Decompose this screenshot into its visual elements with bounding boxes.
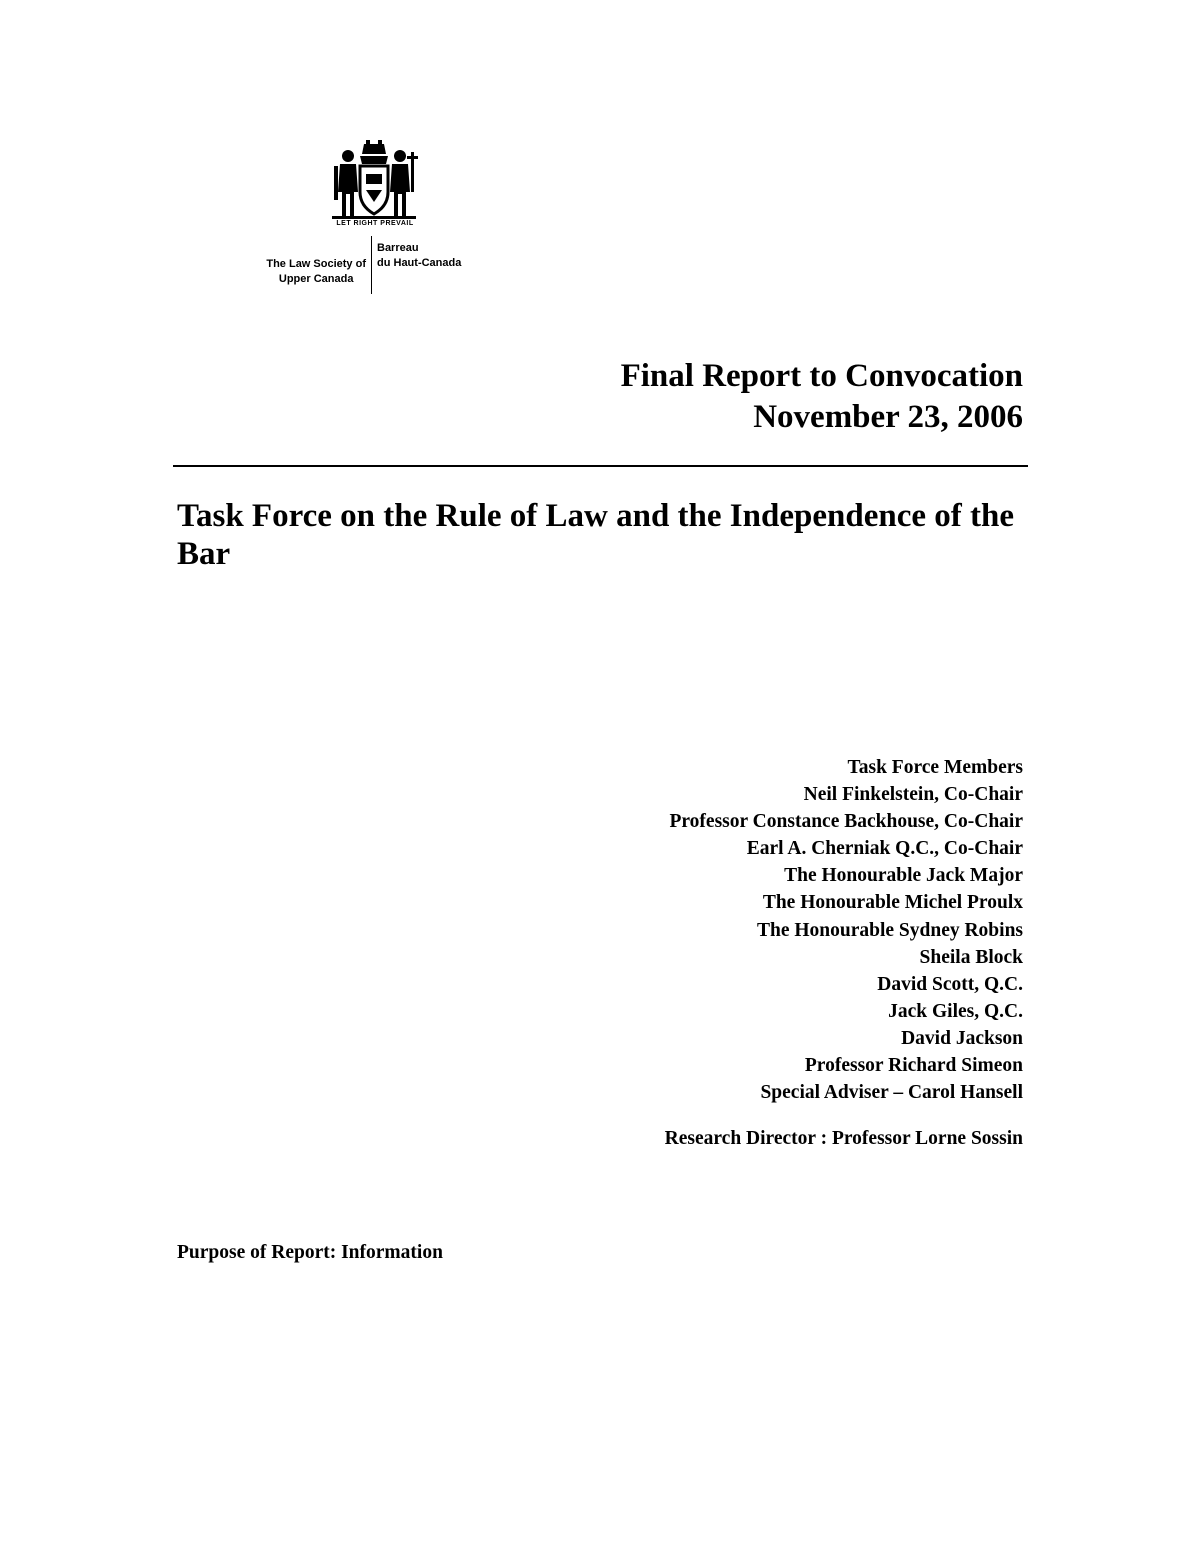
member-name: Professor Richard Simeon: [804, 1055, 1023, 1077]
report-heading: [621, 356, 1023, 438]
member-name: Earl A. Cherniak Q.C., Co-Chair: [746, 838, 1023, 860]
member-name: The Honourable Michel Proulx: [762, 892, 1023, 914]
report-purpose: Purpose of Report: Information: [177, 1242, 443, 1263]
member-name: The Honourable Jack Major: [784, 865, 1023, 887]
member-name: Jack Giles, Q.C.: [888, 1000, 1023, 1022]
logo-french-line: du Haut-Canada: [377, 257, 462, 269]
member-name: David Jackson: [901, 1027, 1023, 1049]
member-name: Professor Constance Backhouse, Co-Chair: [669, 811, 1023, 833]
members-list: [669, 754, 1023, 1106]
logo-french-line: Barreau: [377, 242, 419, 254]
coat-of-arms-icon: [326, 140, 422, 220]
logo-motto: LET RIGHT PREVAIL: [336, 220, 414, 227]
law-society-logo: [240, 140, 490, 300]
member-name: Sheila Block: [919, 946, 1023, 968]
member-name: The Honourable Sydney Robins: [756, 919, 1023, 941]
logo-french-name: [377, 241, 461, 271]
report-title: Final Report to Convocation: [620, 358, 1023, 394]
report-date: November 23, 2006: [753, 399, 1023, 435]
horizontal-rule: [173, 465, 1028, 467]
logo-english-line: Upper Canada: [278, 273, 354, 285]
logo-english-name: [266, 257, 366, 287]
logo-divider: [371, 236, 372, 294]
logo-english-line: The Law Society of: [266, 258, 366, 270]
special-adviser: Special Adviser – Carol Hansell: [760, 1082, 1023, 1104]
research-director: Research Director : Professor Lorne Sossin: [664, 1128, 1023, 1149]
member-name: David Scott, Q.C.: [877, 973, 1023, 995]
members-heading: Task Force Members: [847, 757, 1023, 778]
member-name: Neil Finkelstein, Co-Chair: [803, 784, 1023, 806]
task-force-title: Task Force on the Rule of Law and the Independence of the Bar: [177, 498, 1014, 572]
